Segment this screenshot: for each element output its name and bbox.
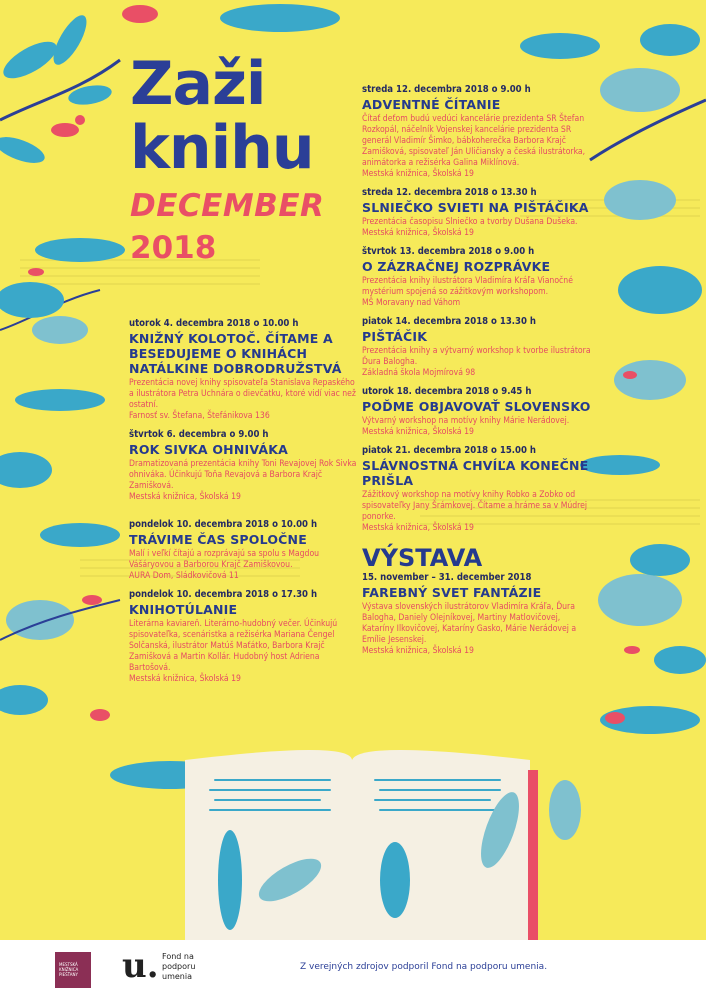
event-title: ADVENTNÉ ČÍTANIE xyxy=(362,97,501,112)
library-logo xyxy=(55,952,91,988)
exhibition-date: 15. november – 31. december 2018 xyxy=(362,572,532,583)
event-place: Základná škola Mojmírová 98 xyxy=(362,368,476,378)
poster-year: 2018 xyxy=(130,230,217,266)
event-date: utorok 18. decembra 2018 o 9.45 h xyxy=(362,386,532,397)
event-place: AURA Dom, Sládkovičová 11 xyxy=(129,571,239,581)
event-item xyxy=(129,318,361,422)
event-description: Čítať deťom budú vedúci kancelárie prezidenta SR Štefan Rozkopál, náčelník Vojenskej kancelárie prezidenta SR generál Vladimír Šimko, bábkoherečka Barbora Krajč Zamišková, spisovateľ Ján Uličiansky a česká ilustrátorka, animátorka a režisérka Galina Miklínová. xyxy=(362,114,586,168)
footer xyxy=(0,940,706,1000)
event-description: Prezentácia časopisu Slniečko a tvorby Dušana Dušeka. xyxy=(362,217,578,227)
event-date: streda 12. decembra 2018 o 13.30 h xyxy=(362,187,537,198)
event-title: TRÁVIME ČAS SPOLOČNE xyxy=(129,532,307,547)
exhibition-item xyxy=(362,572,594,657)
event-place: Mestská knižnica, Školská 19 xyxy=(129,492,241,502)
event-item xyxy=(362,445,594,534)
event-item xyxy=(129,519,361,582)
event-title: O ZÁZRAČNEJ ROZPRÁVKE xyxy=(362,259,551,274)
fond-logo-mark: u. xyxy=(122,946,159,986)
event-date: štvrtok 13. decembra 2018 o 9.00 h xyxy=(362,246,535,257)
event-item xyxy=(362,246,594,309)
event-title: KNIHOTÚLANIE xyxy=(129,602,238,617)
event-date: štvrtok 6. decembra o 9.00 h xyxy=(129,429,269,440)
event-place: Mestská knižnica, Školská 19 xyxy=(129,674,241,684)
event-title: SLÁVNOSTNÁ CHVÍĽA KONEČNE PRIŠLA xyxy=(362,458,589,488)
event-title: SLNIEČKO SVIETI NA PIŠTÁČIKA xyxy=(362,200,589,215)
event-date: utorok 4. decembra 2018 o 10.00 h xyxy=(129,318,299,329)
event-title: POĎME OBJAVOVAŤ SLOVENSKO xyxy=(362,399,591,414)
exhibition-title: FAREBNÝ SVET FANTÁZIE xyxy=(362,585,542,600)
events-column-right xyxy=(362,84,594,664)
event-place: Mestská knižnica, Školská 19 xyxy=(362,427,474,437)
event-item xyxy=(129,589,361,685)
event-item xyxy=(362,316,594,379)
event-description: Malí i veľkí čítajú a rozprávajú sa spolu s Magdou Vášáryovou a Barborou Krajč Zamiškovou. xyxy=(129,549,320,570)
event-item xyxy=(362,187,594,239)
event-description: Prezentácia knihy a výtvarný workshop k tvorbe ilustrátora Ďura Balogha. xyxy=(362,346,591,367)
title-block xyxy=(130,49,350,266)
exhibition-place: Mestská knižnica, Školská 19 xyxy=(362,646,474,656)
event-place: Mestská knižnica, Školská 19 xyxy=(362,523,474,533)
event-date: piatok 21. decembra 2018 o 15.00 h xyxy=(362,445,537,456)
event-place: MŠ Moravany nad Váhom xyxy=(362,298,461,308)
library-logo-text: MESTSKÁ KNIŽNICA PIEŠŤANY xyxy=(59,962,79,977)
event-date: piatok 14. decembra 2018 o 13.30 h xyxy=(362,316,537,327)
poster-title-line2: knihu xyxy=(130,113,314,183)
event-date: pondelok 10. decembra 2018 o 10.00 h xyxy=(129,519,318,530)
exhibition-heading: VÝSTAVA xyxy=(362,544,483,572)
fond-logo-text: Fond na podporu umenia xyxy=(162,952,196,981)
branch-right xyxy=(590,24,706,674)
event-item xyxy=(129,429,361,503)
event-description: Dramatizovaná prezentácia knihy Toni Revajovej Rok Sivka ohniváka. Účinkujú Toňa Revajová a Barbora Krajč Zamišková. xyxy=(129,459,357,491)
event-title: KNIŽNÝ KOLOTOČ. ČÍTAME A BESEDUJEME O KNIHÁCH NATÁLKINE DOBRODRUŽSTVÁ xyxy=(129,331,342,376)
events-column-left xyxy=(129,318,361,692)
branch-left xyxy=(0,282,120,715)
event-description: Prezentácia novej knihy spisovateľa Stanislava Repaského a ilustrátora Petra Uchnára o dievčatku, ktoré vidí viac než ostatní. xyxy=(129,378,356,410)
event-title: ROK SIVKA OHNIVÁKA xyxy=(129,442,288,457)
event-place: Mestská knižnica, Školská 19 xyxy=(362,169,474,179)
event-description: Zážitkový workshop na motívy knihy Robko a Zobko od spisovateľky Jany Šrámkovej. Čítame a hráme sa v Múdrej ponorke. xyxy=(362,490,588,522)
support-text: Z verejných zdrojov podporil Fond na podporu umenia. xyxy=(300,962,548,972)
event-place: Mestská knižnica, Školská 19 xyxy=(362,228,474,238)
exhibition-description: Výstava slovenských ilustrátorov Vladimíra Kráľa, Ďura Balogha, Daniely Olejníkovej, Martiny Matlovičovej, Kataríny Ilkovičovej, Kataríny Gasko, Márie Nerádovej a Emílie Jesenskej. xyxy=(362,602,577,645)
event-date: streda 12. decembra 2018 o 9.00 h xyxy=(362,84,531,95)
event-date: pondelok 10. decembra 2018 o 17.30 h xyxy=(129,589,318,600)
event-item xyxy=(362,386,594,438)
event-description: Výtvarný workshop na motívy knihy Márie Nerádovej. xyxy=(362,416,570,426)
event-place: Farnosť sv. Štefana, Štefánikova 136 xyxy=(129,411,270,421)
poster-title-line1: Zaži xyxy=(130,49,266,119)
open-book xyxy=(185,750,581,940)
poster-month: DECEMBER xyxy=(130,188,325,224)
event-item xyxy=(362,84,594,180)
event-description: Prezentácia knihy ilustrátora Vladimíra Kráľa Vianočné mystérium spojená so zážitkovým workshopom. xyxy=(362,276,573,297)
event-title: PIŠTÁČIK xyxy=(362,329,428,344)
event-description: Literárna kaviareň. Literárno-hudobný večer. Účinkujú spisovateľka, scenáristka a režisérka Mariana Čengel Solčanská, ilustrátor Matúš Maťátko, Barbora Krajč Zamišková a Martin Kollár. Hudobný host Adriena Bartošová. xyxy=(129,619,338,673)
